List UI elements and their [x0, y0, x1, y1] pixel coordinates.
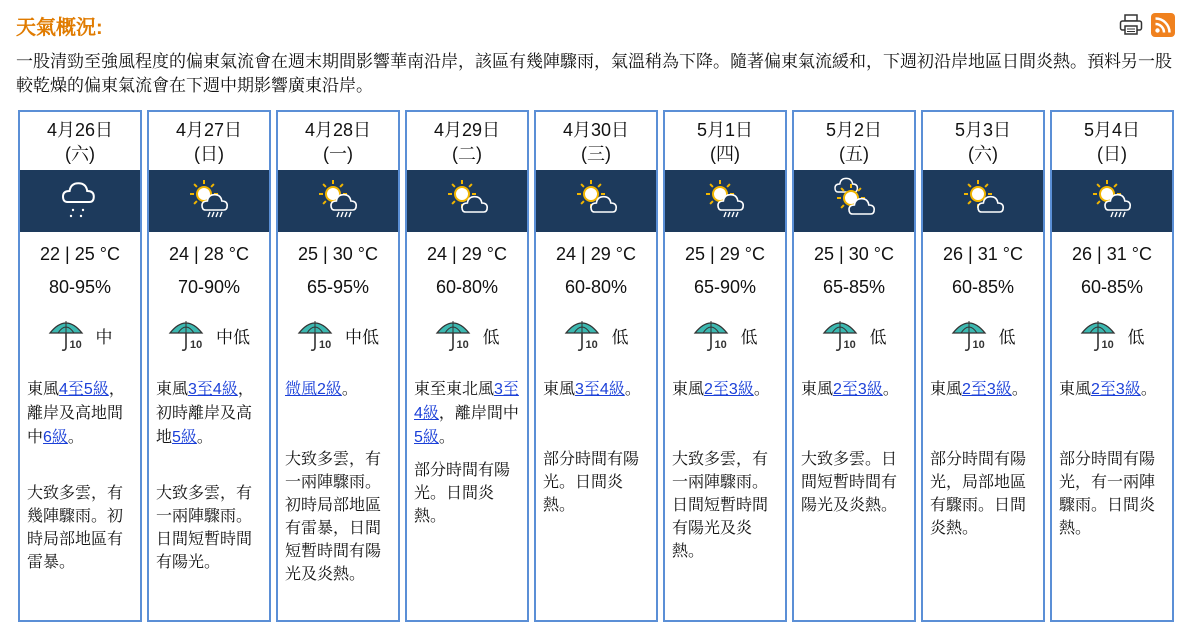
sun-cloud-rain-icon	[184, 174, 234, 229]
weekday-label: (四)	[710, 144, 740, 164]
weather-description: 部分時間有陽光。日間炎熱。	[414, 462, 511, 525]
toolbar	[1118, 12, 1176, 38]
date-label: 5月1日	[696, 120, 754, 140]
forecast-day-card	[147, 110, 271, 622]
rss-button[interactable]	[1150, 12, 1176, 38]
wind-force-link[interactable]: 3至4級	[575, 381, 625, 398]
rain-probability-level: 中	[95, 327, 113, 347]
forecast-day-card	[534, 110, 658, 622]
wind-forecast	[27, 378, 133, 450]
forecast-day-card	[663, 110, 787, 622]
wind-text: 。	[753, 381, 770, 398]
weather-icon-bar	[149, 170, 269, 232]
weekday-label: (五)	[839, 144, 869, 164]
temperature-range: 26 | 31 °C	[943, 244, 1023, 264]
weekday-label: (二)	[452, 144, 482, 164]
umbrella-icon-text: 10	[456, 339, 469, 351]
forecast-date	[149, 112, 269, 172]
forecast-date	[794, 112, 914, 172]
weather-description: 大致多雲，有一兩陣驟雨。日間短暫時間有陽光。	[156, 485, 253, 571]
rain-probability-level: 中低	[216, 327, 250, 347]
rain-cloud-icon	[55, 174, 105, 229]
forecast-day-card	[405, 110, 529, 622]
wind-force-link[interactable]: 3至4級	[188, 381, 238, 398]
humidity-range: 65-90%	[693, 277, 757, 297]
temperature-range: 25 | 30 °C	[298, 244, 378, 264]
forecast-day-card	[921, 110, 1045, 622]
weather-icon-bar	[278, 170, 398, 232]
wind-force-link[interactable]: 3至4級	[414, 381, 519, 422]
rain-probability	[278, 317, 398, 353]
forecast-date	[20, 112, 140, 172]
rain-probability-level: 低	[611, 327, 629, 347]
rain-probability	[149, 317, 269, 353]
wind-text: 東風	[1059, 381, 1092, 398]
forecast-date	[536, 112, 656, 172]
wind-text: 。	[196, 429, 213, 446]
umbrella-icon-text: 10	[972, 339, 985, 351]
date-label: 5月2日	[825, 120, 883, 140]
weekday-label: (一)	[323, 144, 353, 164]
umbrella-icon	[693, 317, 735, 353]
date-label: 5月3日	[954, 120, 1012, 140]
wind-text: 。	[67, 429, 84, 446]
wind-text: 。	[882, 381, 899, 398]
sun-cloud-rain-icon	[700, 174, 750, 229]
umbrella-icon	[564, 317, 606, 353]
humidity-range: 70-90%	[177, 277, 241, 297]
wind-force-link[interactable]: 2至3級	[704, 381, 754, 398]
weather-description: 部分時間有陽光，局部地區有驟雨。日間炎熱。	[930, 451, 1027, 537]
forecast-day-card	[276, 110, 400, 622]
sun-cloud-rain-icon	[1087, 174, 1137, 229]
humidity-range: 60-80%	[435, 277, 499, 297]
weather-icon-bar	[407, 170, 527, 232]
date-label: 4月26日	[46, 120, 114, 140]
forecast-cards	[18, 110, 1174, 622]
wind-forecast	[156, 378, 262, 450]
rain-probability-level: 低	[482, 327, 500, 347]
rain-probability	[794, 317, 914, 353]
rain-probability-level: 中低	[345, 327, 379, 347]
forecast-date	[923, 112, 1043, 172]
weather-icon-bar	[923, 170, 1043, 232]
umbrella-icon	[1080, 317, 1122, 353]
weather-icon-bar	[1052, 170, 1172, 232]
temperature-range: 25 | 30 °C	[814, 244, 894, 264]
temperature-range: 24 | 29 °C	[556, 244, 636, 264]
wind-text: ，離岸及高地間中	[27, 381, 125, 446]
umbrella-icon-text: 10	[190, 339, 203, 351]
umbrella-icon	[822, 317, 864, 353]
weekday-label: (六)	[65, 144, 95, 164]
humidity-range: 65-85%	[822, 277, 886, 297]
umbrella-icon	[168, 317, 210, 353]
wind-force-link[interactable]: 6級	[43, 429, 68, 446]
weekday-label: (日)	[194, 144, 224, 164]
temperature-range: 24 | 29 °C	[427, 244, 507, 264]
wind-forecast	[285, 378, 391, 402]
weekday-label: (日)	[1097, 144, 1127, 164]
wind-forecast	[543, 378, 649, 402]
umbrella-icon	[951, 317, 993, 353]
wind-force-link[interactable]: 微風2級	[285, 381, 342, 398]
weather-description: 大致多雲，有一兩陣驟雨。日間短暫時間有陽光及炎熱。	[672, 451, 769, 560]
wind-force-link[interactable]: 5級	[414, 429, 439, 446]
temperature-range: 26 | 31 °C	[1072, 244, 1152, 264]
rain-probability	[536, 317, 656, 353]
umbrella-icon-text: 10	[319, 339, 332, 351]
rain-probability	[20, 317, 140, 353]
weekday-label: (六)	[968, 144, 998, 164]
wind-force-link[interactable]: 5級	[172, 429, 197, 446]
wind-text: 東風	[801, 381, 834, 398]
wind-forecast	[801, 378, 907, 402]
rain-probability-level: 低	[869, 327, 887, 347]
wind-text: 。	[438, 429, 455, 446]
wind-text: ，離岸間中	[438, 405, 519, 422]
wind-text: 東風	[27, 381, 60, 398]
forecast-date	[278, 112, 398, 172]
humidity-range: 60-85%	[1080, 277, 1144, 297]
date-label: 5月4日	[1083, 120, 1141, 140]
temperature-range: 22 | 25 °C	[40, 244, 120, 264]
wind-text: 東風	[672, 381, 705, 398]
rain-probability	[665, 317, 785, 353]
date-label: 4月28日	[304, 120, 372, 140]
sun-cloud-icon	[442, 174, 492, 229]
humidity-range: 80-95%	[48, 277, 112, 297]
wind-text: 東風	[543, 381, 576, 398]
forecast-day-card	[792, 110, 916, 622]
wind-forecast	[672, 378, 778, 402]
printer-icon	[1119, 14, 1143, 36]
wind-text: 東至東北風	[414, 381, 495, 398]
umbrella-icon	[297, 317, 339, 353]
umbrella-icon	[435, 317, 477, 353]
wind-forecast	[414, 378, 520, 450]
umbrella-icon-text: 10	[714, 339, 727, 351]
sun-cloudy-icon	[829, 174, 879, 229]
rain-probability-level: 低	[740, 327, 758, 347]
forecast-day-card	[18, 110, 142, 622]
humidity-range: 60-85%	[951, 277, 1015, 297]
weather-summary: 一股清勁至強風程度的偏東氣流會在週末期間影響華南沿岸，該區有幾陣驟雨，氣溫稍為下降。隨著偏東氣流緩和，下週初沿岸地區日間炎熱。預料另一股較乾燥的偏東氣流會在下週中期影響廣東沿岸。	[16, 52, 1172, 95]
temperature-range: 24 | 28 °C	[169, 244, 249, 264]
date-label: 4月29日	[433, 120, 501, 140]
weather-icon-bar	[665, 170, 785, 232]
wind-forecast	[930, 378, 1036, 402]
rain-probability	[407, 317, 527, 353]
wind-force-link[interactable]: 2至3級	[833, 381, 883, 398]
forecast-date	[665, 112, 785, 172]
rain-probability-level: 低	[1127, 327, 1145, 347]
weather-description: 大致多雲。日間短暫時間有陽光及炎熱。	[801, 451, 898, 514]
wind-text: 。	[624, 381, 641, 398]
wind-text: 東風	[156, 381, 189, 398]
weather-icon-bar	[20, 170, 140, 232]
humidity-range: 60-80%	[564, 277, 628, 297]
sun-cloud-rain-icon	[313, 174, 363, 229]
umbrella-icon	[48, 317, 90, 353]
umbrella-icon-text: 10	[1101, 339, 1114, 351]
wind-force-link[interactable]: 2至3級	[1091, 381, 1141, 398]
forecast-day-card	[1050, 110, 1174, 622]
weekday-label: (三)	[581, 144, 611, 164]
forecast-date	[1052, 112, 1172, 172]
wind-text: 東風	[930, 381, 963, 398]
page-title: 天氣概況:	[16, 17, 103, 39]
weather-icon-bar	[794, 170, 914, 232]
rss-icon	[1151, 13, 1175, 37]
rain-probability-level: 低	[998, 327, 1016, 347]
wind-text: 。	[341, 381, 358, 398]
wind-force-link[interactable]: 4至5級	[59, 381, 109, 398]
weather-icon-bar	[536, 170, 656, 232]
wind-text: 。	[1011, 381, 1028, 398]
wind-forecast	[1059, 378, 1165, 402]
wind-text: 。	[1140, 381, 1157, 398]
umbrella-icon-text: 10	[69, 339, 82, 351]
rain-probability	[1052, 317, 1172, 353]
wind-force-link[interactable]: 2至3級	[962, 381, 1012, 398]
date-label: 4月27日	[175, 120, 243, 140]
weather-description: 大致多雲，有一兩陣驟雨。初時局部地區有雷暴，日間短暫時間有陽光及炎熱。	[285, 451, 382, 583]
umbrella-icon-text: 10	[585, 339, 598, 351]
forecast-date	[407, 112, 527, 172]
temperature-range: 25 | 29 °C	[685, 244, 765, 264]
date-label: 4月30日	[562, 120, 630, 140]
weather-description: 部分時間有陽光。日間炎熱。	[543, 451, 640, 514]
humidity-range: 65-95%	[306, 277, 370, 297]
wind-text: ，初時離岸及高地	[156, 381, 254, 446]
sun-cloud-icon	[958, 174, 1008, 229]
print-button[interactable]	[1118, 12, 1144, 38]
sun-cloud-icon	[571, 174, 621, 229]
weather-description: 大致多雲，有幾陣驟雨。初時局部地區有雷暴。	[27, 485, 124, 571]
rain-probability	[923, 317, 1043, 353]
umbrella-icon-text: 10	[843, 339, 856, 351]
weather-description: 部分時間有陽光，有一兩陣驟雨。日間炎熱。	[1059, 451, 1156, 537]
